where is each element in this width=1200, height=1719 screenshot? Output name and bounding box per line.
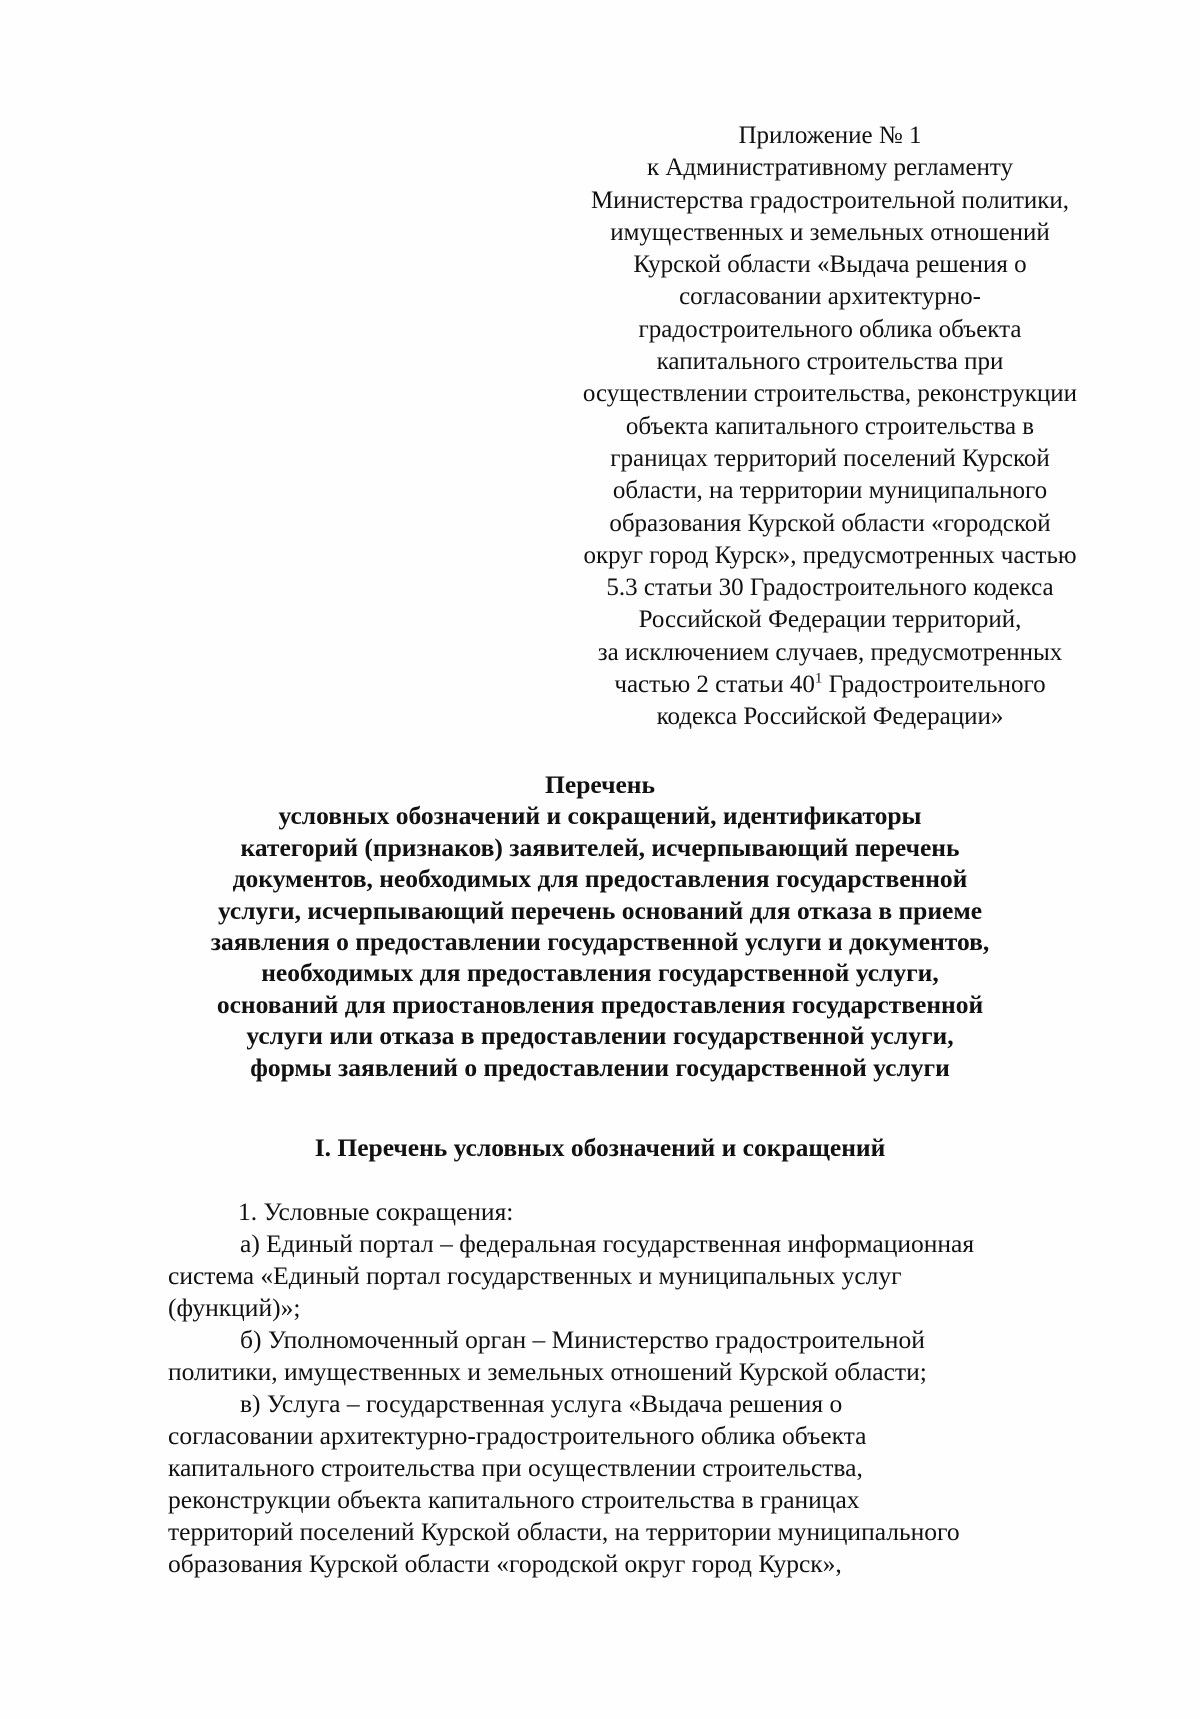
title-line: услуги, исчерпывающий перечень оснований для отказа в приеме [217, 895, 983, 925]
document-title [150, 769, 1050, 1083]
body-line: образования Курской области «городской округ город Курск», [168, 1549, 842, 1578]
body-line: в) Услуга – государственная услуга «Выдача решения о [240, 1389, 843, 1418]
annex-line: образования Курской области «городской [609, 509, 1051, 537]
body-line: капитального строительства при осуществлении строительства, [168, 1453, 863, 1482]
title-line: заявления о предоставлении государственной услуги и документов, [210, 927, 990, 957]
annex-line: Приложение № 1 [738, 122, 922, 149]
annex-article-text: частью 2 статьи 40 [614, 671, 815, 699]
annex-line: имущественных и земельных отношений [610, 218, 1050, 246]
annex-block [540, 120, 1120, 734]
item-b [168, 1324, 1096, 1388]
body-line: (функций)»; [168, 1293, 301, 1322]
title-line: условных обозначений и сокращений, идентификаторы [278, 801, 922, 831]
annex-line: Курской области «Выдача решения о [633, 251, 1027, 279]
body-line: территорий поселений Курской области, на территории муниципального [168, 1517, 960, 1546]
annex-line: осуществлении строительства, реконструкции [582, 380, 1078, 408]
annex-line: капитального строительства при [656, 348, 1004, 376]
item-a [168, 1228, 1096, 1324]
title-line: формы заявлений о предоставлении государственной услуги [250, 1052, 950, 1082]
title-line: услуги или отказа в предоставлении государственной услуги, [246, 1021, 954, 1051]
annex-line: градостроительного облика объекта [638, 315, 1022, 343]
title-line: категорий (признаков) заявителей, исчерпывающий перечень [240, 832, 960, 862]
annex-article-superscript: 1 [814, 670, 823, 687]
body-line: политики, имущественных и земельных отношений Курской области; [168, 1357, 927, 1386]
title-line: необходимых для предоставления государственной услуги, [261, 958, 939, 988]
body-line: 1. Условные сокращения: [238, 1197, 514, 1226]
annex-line: за исключением случаев, предусмотренных [597, 638, 1063, 666]
annex-line: кодекса Российской Федерации» [656, 703, 1004, 731]
body-text [168, 1196, 1096, 1580]
body-line: б) Уполномоченный орган – Министерство градостроительной [240, 1325, 925, 1354]
annex-line: области, на территории муниципального [612, 477, 1048, 505]
annex-line: к Административному регламенту [646, 154, 1014, 182]
body-line: а) Единый портал – федеральная государственная информационная [240, 1229, 975, 1258]
annex-line: округ город Курск», предусмотренных частью [583, 541, 1077, 569]
annex-line-article [540, 669, 1120, 701]
annex-line: границах территорий поселений Курской [610, 444, 1050, 472]
title-line: Перечень [545, 770, 655, 799]
annex-line: Министерства градостроительной политики, [590, 186, 1070, 214]
item-c [168, 1388, 1096, 1580]
annex-line: согласовании архитектурно- [679, 283, 981, 311]
annex-line: объекта капитального строительства в [625, 412, 1035, 440]
title-line: оснований для приостановления предоставления государственной [216, 989, 984, 1019]
section-heading: I. Перечень условных обозначений и сокращений [314, 1133, 886, 1162]
annex-article-text-after: Градостроительного [822, 671, 1046, 699]
annex-line: Российской Федерации территорий, [638, 606, 1022, 634]
body-line: система «Единый портал государственных и муниципальных услуг [168, 1261, 902, 1290]
body-line: согласовании архитектурно-градостроительного облика объекта [168, 1421, 867, 1450]
title-line: документов, необходимых для предоставления государственной [232, 864, 968, 894]
item-1 [168, 1196, 1096, 1228]
annex-line: 5.3 статьи 30 Градостроительного кодекса [606, 574, 1054, 602]
body-line: реконструкции объекта капитального строительства в границах [168, 1485, 860, 1514]
